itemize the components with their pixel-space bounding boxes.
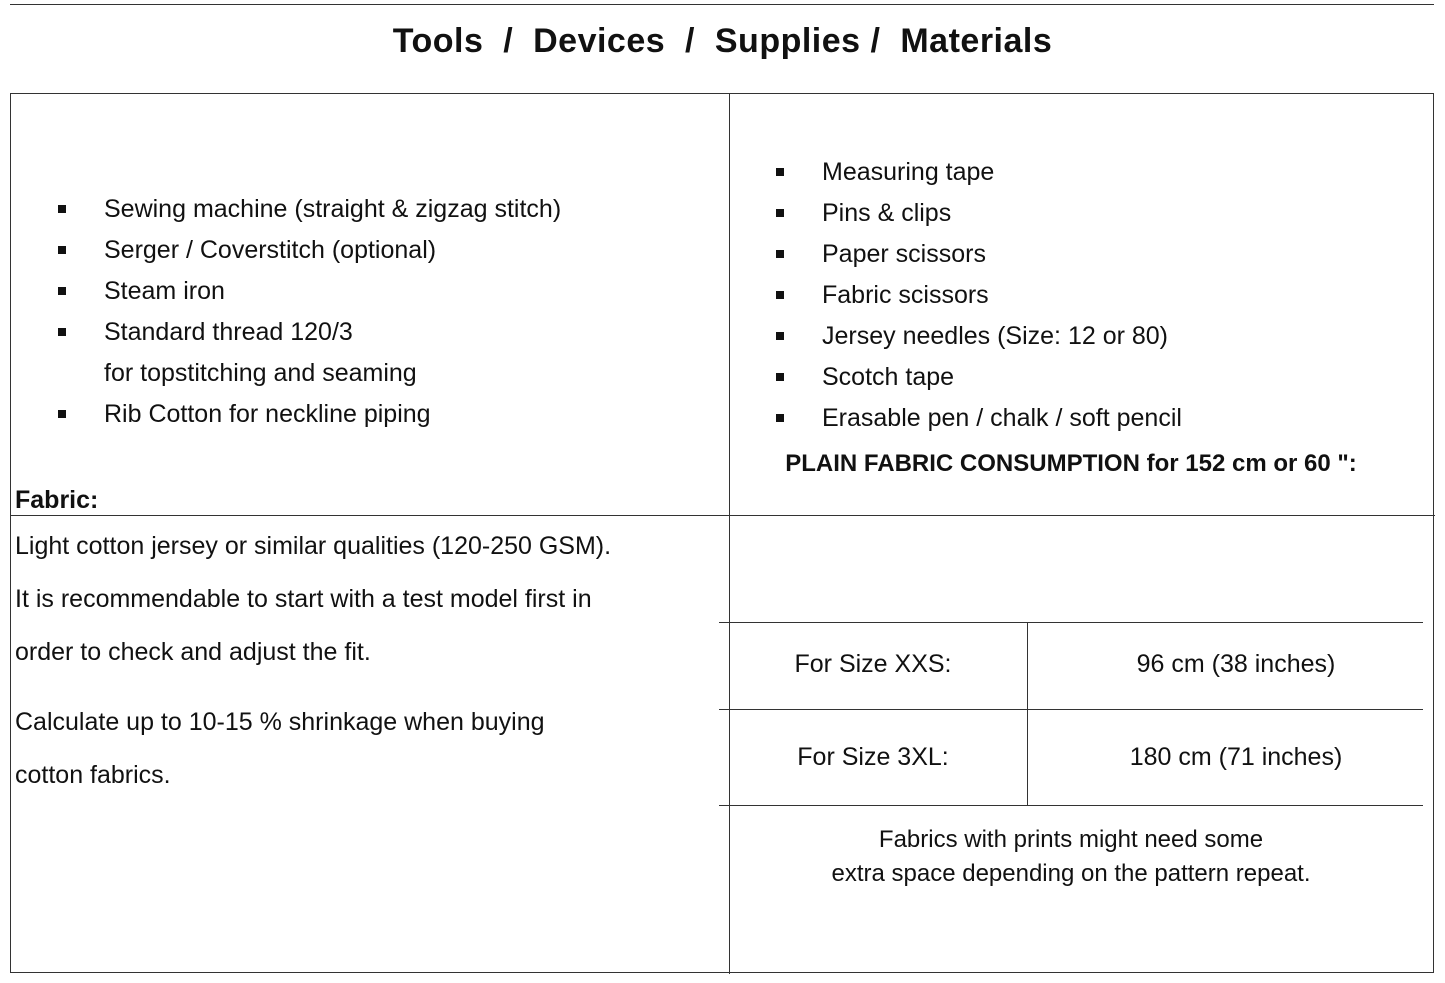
square-bullet-icon <box>776 291 784 299</box>
tools-list <box>56 189 561 435</box>
fabric-section <box>15 480 705 802</box>
square-bullet-icon <box>776 414 784 422</box>
square-bullet-icon <box>58 246 66 254</box>
top-rule <box>10 4 1434 5</box>
list-item: Fabric scissors <box>774 275 1182 316</box>
shrinkage-line: Calculate up to 10-15 % shrinkage when buying <box>15 708 545 736</box>
page-title: Tools / Devices / Supplies / Materials <box>392 22 1053 60</box>
square-bullet-icon <box>58 410 66 418</box>
list-item: Scotch tape <box>774 357 1182 398</box>
square-bullet-icon <box>776 168 784 176</box>
consumption-col-divider <box>1027 622 1028 806</box>
list-item: Sewing machine (straight & zigzag stitch) <box>56 189 561 230</box>
note-line: Fabrics with prints might need some <box>878 826 1264 853</box>
square-bullet-icon <box>776 373 784 381</box>
square-bullet-icon <box>58 205 66 213</box>
list-item: Steam iron <box>56 271 561 312</box>
square-bullet-icon <box>776 332 784 340</box>
list-item: Pins & clips <box>774 193 1182 234</box>
list-item: Standard thread 120/3 for topstitching and seaming <box>56 312 561 394</box>
size-label-3xl: For Size 3XL: <box>797 743 949 771</box>
note-line: extra space depending on the pattern repeat. <box>831 860 1311 887</box>
consumption-row-divider <box>719 805 1423 806</box>
list-item: Erasable pen / chalk / soft pencil <box>774 398 1182 439</box>
supplies-list <box>774 152 1182 439</box>
square-bullet-icon <box>776 209 784 217</box>
list-item: Paper scissors <box>774 234 1182 275</box>
shrinkage-line: cotton fabrics. <box>15 761 171 789</box>
list-item: Measuring tape <box>774 152 1182 193</box>
amount-xxs: 96 cm (38 inches) <box>1136 650 1336 678</box>
amount-3xl: 180 cm (71 inches) <box>1129 743 1343 771</box>
consumption-title: PLAIN FABRIC CONSUMPTION for 152 cm or 60 ": <box>785 450 1357 477</box>
fabric-line: order to check and adjust the fit. <box>15 638 371 666</box>
list-item: Rib Cotton for neckline piping <box>56 394 561 435</box>
list-item-continuation: for topstitching and seaming <box>104 359 417 387</box>
square-bullet-icon <box>58 328 66 336</box>
square-bullet-icon <box>58 287 66 295</box>
list-item: Jersey needles (Size: 12 or 80) <box>774 316 1182 357</box>
size-label-xxs: For Size XXS: <box>794 650 952 678</box>
consumption-row-divider <box>719 622 1423 623</box>
consumption-row-divider <box>719 709 1423 710</box>
fabric-label: Fabric: <box>15 486 99 514</box>
fabric-line: Light cotton jersey or similar qualities (120-250 GSM). <box>15 532 612 560</box>
square-bullet-icon <box>776 250 784 258</box>
fabric-line: It is recommendable to start with a test model first in <box>15 585 592 613</box>
print-note <box>719 823 1423 891</box>
list-item: Serger / Coverstitch (optional) <box>56 230 561 271</box>
